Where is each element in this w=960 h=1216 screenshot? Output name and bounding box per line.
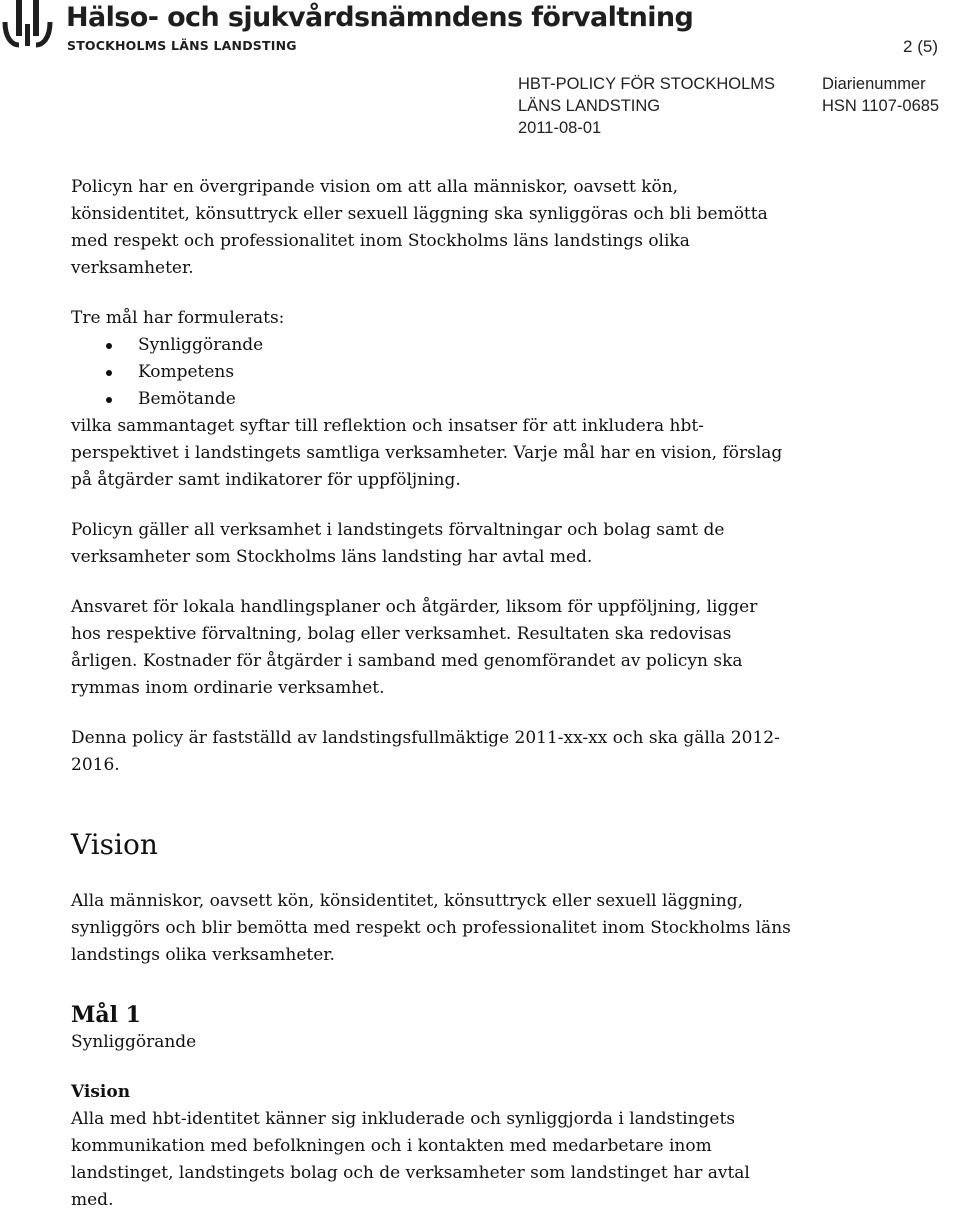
sll-logo [2, 0, 54, 50]
goals-summary-paragraph: vilka sammantaget syftar till reflektion och insatser för att inkludera hbt-perspektivet i landstingets samtliga verksamheter. Varje mål har en vision, förslag på åtgärder samt indikatorer för uppföljning. [71, 416, 783, 490]
goal-1-heading: Mål 1 [71, 1002, 141, 1028]
document-date: 2011-08-01 [518, 119, 602, 137]
list-item: Kompetens [71, 359, 791, 386]
diary-number: HSN 1107-0685 [822, 97, 940, 115]
adoption-paragraph: Denna policy är fastställd av landstingsfullmäktige 2011-xx-xx och ska gälla 2012-2016. [71, 728, 780, 775]
document-title-line2: LÄNS LANDSTING [518, 97, 661, 115]
intro-paragraph: Policyn har en övergripande vision om att alla människor, oavsett kön, könsidentitet, könsuttryck eller sexuell läggning ska synliggöras och bli bemötta med respekt och professionalitet inom Stockholms läns landstings olika verksamheter. [71, 177, 768, 278]
list-item: Synliggörande [71, 332, 791, 359]
goal-1-name: Synliggörande [71, 1032, 197, 1052]
goal-1-vision-paragraph: Alla med hbt-identitet känner sig inkluderade och synliggjorda i landstingets kommunikation med befolkningen och i kontakten med medarbetare inom landstinget, landstingets bolag och de verksamheter som landstinget har avtal med. [71, 1109, 750, 1210]
document-meta [518, 73, 775, 139]
document-title-line1: HBT-POLICY FÖR STOCKHOLMS [518, 75, 776, 93]
organization-name: Hälso- och sjukvårdsnämndens förvaltning [66, 2, 694, 33]
vision-paragraph: Alla människor, oavsett kön, könsidentitet, könsuttryck eller sexuell läggning, synliggörs och blir bemötta med respekt och professionalitet inom Stockholms läns landstings olika verksamheter. [71, 891, 791, 965]
vision-heading: Vision [71, 828, 158, 861]
page-number: 2 (5) [903, 37, 938, 56]
list-item: Bemötande [71, 386, 791, 413]
scope-paragraph: Policyn gäller all verksamhet i landstingets förvaltningar och bolag samt de verksamheter som Stockholms läns landsting har avtal med. [71, 520, 725, 567]
goals-list [71, 332, 791, 413]
diary-label: Diarienummer [822, 75, 926, 93]
responsibility-paragraph: Ansvaret för lokala handlingsplaner och åtgärder, liksom för uppföljning, ligger hos respektive förvaltning, bolag eller verksamhet. Resultaten ska redovisas årligen. Kostnader för åtgärder i samband med genomförandet av policyn ska rymmas inom ordinarie verksamhet. [71, 597, 758, 698]
document-body [71, 174, 791, 1214]
organization-subtitle: STOCKHOLMS LÄNS LANDSTING [67, 38, 297, 53]
goals-intro: Tre mål har formulerats: [71, 308, 285, 328]
goal-1-vision-heading: Vision [71, 1082, 131, 1102]
diary-info [822, 73, 939, 117]
